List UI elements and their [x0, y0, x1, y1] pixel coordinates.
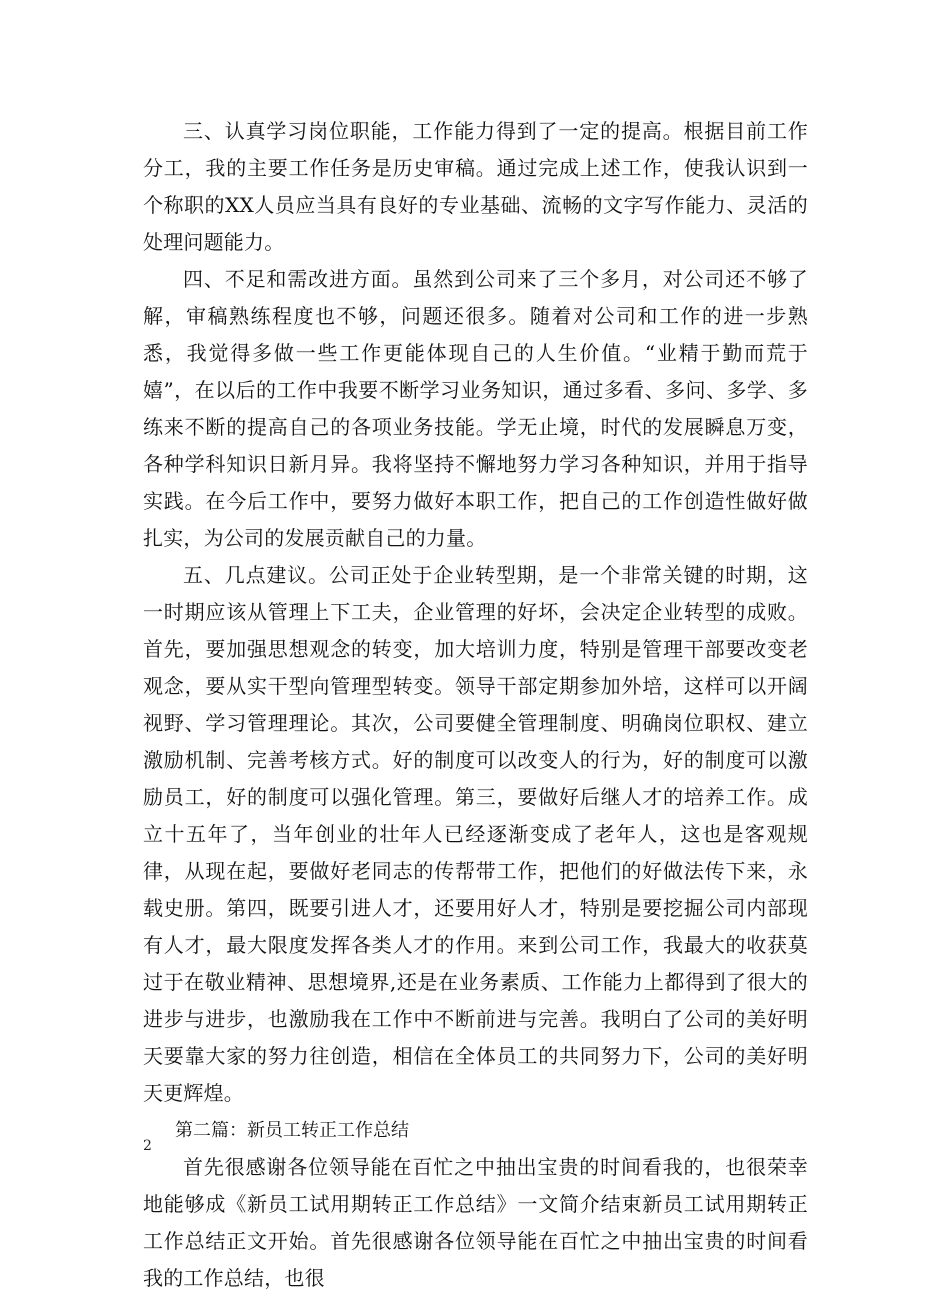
paragraph-section-four: 四、不足和需改进方面。虽然到公司来了三个多月，对公司还不够了解，审稿熟练程度也不够，问题还很多。随着对公司和工作的进一步熟悉，我觉得多做一些工作更能体现自己的人生价值。“业精于勤而荒于嬉”，在以后的工作中我要不断学习业务知识，通过多看、多问、多学、多练来不断的提高自己的各项业务技能。学无止境，时代的发展瞬息万变，各种学科知识日新月异。我将坚持不懈地努力学习各种知识，并用于指导实践。在今后工作中，要努力做好本职工作，把自己的工作创造性做好做扎实，为公司的发展贡献自己的力量。 [143, 267, 808, 550]
paragraph-section-three: 三、认真学习岗位职能，工作能力得到了一定的提高。根据目前工作分工，我的主要工作任务是历史审稿。通过完成上述工作，使我认识到一个称职的XX人员应当具有良好的专业基础、流畅的文字写作能力、灵活的处理问题能力。 [143, 119, 808, 254]
paragraph-section-five: 五、几点建议。公司正处于企业转型期，是一个非常关键的时期，这一时期应该从管理上下工夫，企业管理的好坏，会决定企业转型的成败。首先，要加强思想观念的转变，加大培训力度，特别是管理干部要改变老观念，要从实干型向管理型转变。领导干部定期参加外培，这样可以开阔视野、学习管理理论。其次，公司要健全管理制度、明确岗位职权、建立激励机制、完善考核方式。好的制度可以改变人的行为，好的制度可以激励员工，好的制度可以强化管理。第三，要做好后继人才的培养工作。成立十五年了，当年创业的壮年人已经逐渐变成了老年人，这也是客观规律，从现在起，要做好老同志的传帮带工作，把他们的好做法传下来，永载史册。第四，既要引进人才，还要用好人才，特别是要挖掘公司内部现有人才，最大限度发挥各类人才的作用。来到公司工作，我最大的收获莫过于在敬业精神、思想境界,还是在业务素质、工作能力上都得到了很大的进步与进步，也激励我在工作中不断前进与完善。我明白了公司的美好明天要靠大家的努力往创造，相信在全体员工的共同努力下，公司的美好明天更辉煌。 [143, 563, 808, 1105]
section-heading: 第二篇：新员工转正工作总结 [175, 1120, 409, 1141]
paragraph-intro: 首先很感谢各位领导能在百忙之中抽出宝贵的时间看我的，也很荣幸地能够成《新员工试用期转正工作总结》一文简介结束新员工试用期转正工作总结正文开始。首先很感谢各位领导能在百忙之中抽出宝贵的时间看我的工作总结，也很 [143, 1155, 808, 1290]
page-number: 2 [143, 1138, 152, 1154]
document-body [143, 113, 808, 1297]
